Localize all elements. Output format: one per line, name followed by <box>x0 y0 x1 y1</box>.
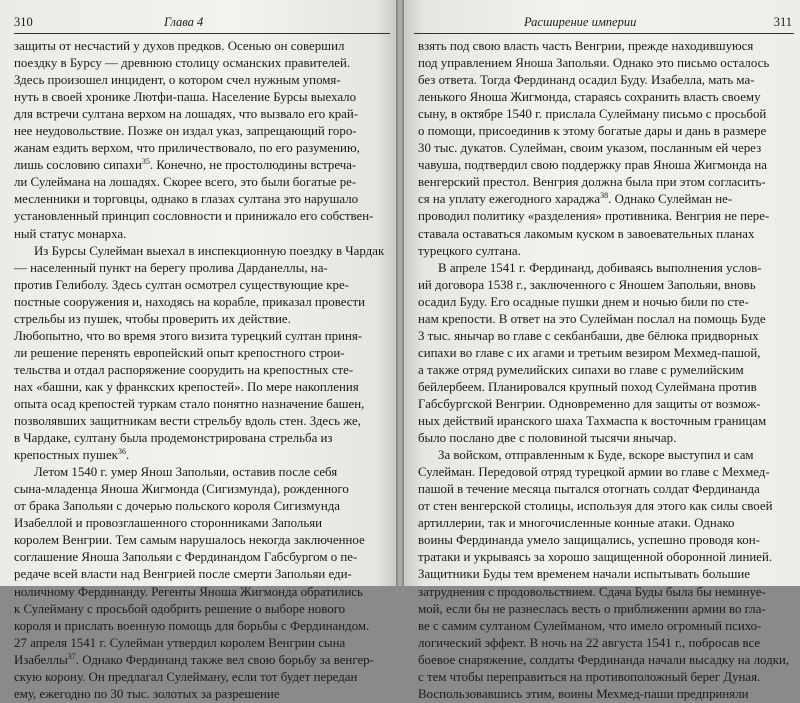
text-line <box>14 328 384 345</box>
text-line <box>418 464 792 481</box>
right-page-body <box>418 38 792 703</box>
text-line <box>14 72 384 89</box>
left-page-number: 310 <box>14 15 33 29</box>
line-text: ся на уплату ежегодного хараджа <box>418 192 601 207</box>
line-text: ный статус монарха. <box>14 226 127 241</box>
text-line <box>418 601 792 618</box>
line-text: логический эффект. В ночь на 22 августа 1541 г., побросав все <box>418 635 761 650</box>
text-line <box>14 652 384 669</box>
line-text: сыну, в октябре 1540 г. прислала Сулейману письмо с просьбой <box>418 107 767 122</box>
text-line <box>418 140 792 157</box>
text-line <box>14 226 384 243</box>
line-text: венгерский престол. Венгрия должна была при этом согласить- <box>418 175 766 190</box>
text-line <box>14 157 384 174</box>
line-text: защиты от несчастий у духов предков. Осенью он совершил <box>14 39 345 53</box>
text-line <box>418 515 792 532</box>
text-line <box>418 260 792 277</box>
line-text: скую корону. Он предлагал Сулейману, если тот будет передан <box>14 669 358 684</box>
text-line <box>14 396 384 413</box>
line-text: боевое снаряжение, солдаты Фердинанда начали высадку на лодки, <box>418 652 790 667</box>
line-text: для встречи султана верхом на лошадях, что вызвало его край- <box>14 107 359 122</box>
left-header-rule <box>14 33 390 34</box>
text-line <box>14 532 384 549</box>
line-text: тратаки и укрываясь за хорошо защищенной оборонной линией. <box>418 550 773 565</box>
line-text: сипахи во главе с их агами и третьим везиром Мехмед-пашой, <box>418 345 761 360</box>
line-text-continued: . Однако Фердинанд также вел свою борьбу за венгер- <box>75 652 374 667</box>
line-text: бейлербеем. Планировался крупный поход Сулеймана против <box>418 379 757 394</box>
line-text: крепостных пушек <box>14 448 118 463</box>
line-text: от стен венгерской столицы, используя для этого как силы своей <box>418 499 773 514</box>
footnote-marker: 37 <box>67 651 76 661</box>
line-text: ли решение перенять европейский опыт крепостного строи- <box>14 345 345 360</box>
line-text: а также отряд румелийских сипахи во главе с румелийским <box>418 362 744 377</box>
line-text: воины Фердинанда умело защищались, успешно проводя кон- <box>418 533 760 548</box>
line-text: ных действий иранского шаха Тахмаспа к восточным границам <box>418 414 767 429</box>
text-line <box>418 362 792 379</box>
line-text: артиллерии, так и многочисленные конные атаки. Однако <box>418 516 735 531</box>
text-line <box>14 447 384 464</box>
line-text: Летом 1540 г. умер Янош Запольяи, оставив после себя <box>34 465 338 480</box>
text-line <box>418 566 792 583</box>
line-text: ноличному Фердинанду. Регенты Яноша Жигмонда обратились <box>14 584 363 599</box>
line-text: пашой в течение месяца пытался отогнать солдат Фердинанда <box>418 482 760 497</box>
text-line <box>418 123 792 140</box>
line-text: опыта осад крепостей туркам стало понятно назначение башен, <box>14 396 365 411</box>
text-line <box>14 464 384 481</box>
line-text: Любопытно, что во время этого визита турецкий султан приня- <box>14 328 363 343</box>
line-text: нам крепости. В ответ на это Сулейман послал на помощь Буде <box>418 311 766 326</box>
text-line <box>418 686 792 703</box>
text-line <box>14 277 384 294</box>
book-gutter <box>396 0 404 586</box>
line-text: стрельбы из пушек, чтобы проверить их действие. <box>14 311 291 326</box>
text-line <box>418 430 792 447</box>
text-line <box>14 345 384 362</box>
line-text: нах «башни, как у франкских крепостей». По мере накопления <box>14 379 359 394</box>
line-text: Изабеллы <box>14 652 68 667</box>
line-text: было послано две с половиной тысячи янычар. <box>418 431 677 446</box>
text-line <box>418 328 792 345</box>
text-line <box>418 396 792 413</box>
text-line <box>418 413 792 430</box>
text-line <box>14 515 384 532</box>
footnote-marker: 38 <box>600 191 609 201</box>
line-text: с тем чтобы переправиться на противоположный берег Дуная. <box>418 669 761 684</box>
line-text: 30 тыс. дукатов. Сулейман, своим указом, посланным ей через <box>418 141 762 156</box>
line-text: осадил Буду. Его осадные пушки днем и ночью били по сте- <box>418 294 749 309</box>
line-text: от брака Запольяи с дочерью польского короля Сигизмунда <box>14 499 341 514</box>
line-text: в Чардаке, султану была продемонстрирована стрельба из <box>14 431 333 446</box>
text-line <box>418 669 792 686</box>
line-text: нее неудовольствие. Позже он издал указ, запрещающий горо- <box>14 124 357 139</box>
line-text: под управлением Яноша Запольяи. Однако это письмо осталось <box>418 56 770 71</box>
line-text: ленького Яноша Жигмонда, стараясь сохранить власть своему <box>418 90 761 105</box>
line-text: Габсбургской Венгрии. Одновременно для защиты от возмож- <box>418 396 761 411</box>
footnote-marker: 36 <box>117 447 126 457</box>
text-line <box>418 72 792 89</box>
text-line <box>418 532 792 549</box>
line-text: — населенный пункт на берегу пролива Дарданеллы, на- <box>14 260 328 275</box>
right-page <box>404 0 800 701</box>
line-text: взять под свою власть часть Венгрии, прежде находившуюся <box>418 39 754 53</box>
right-running-head: Расширение империи <box>524 15 637 29</box>
footnote-marker: 35 <box>141 157 150 167</box>
text-line <box>14 601 384 618</box>
line-text: ему, ежегодно по 30 тыс. золотых за разрешение <box>14 686 280 701</box>
text-line <box>14 379 384 396</box>
line-text: к Сулейману с просьбой одобрить решение о выборе нового <box>14 601 346 616</box>
text-line <box>418 498 792 515</box>
line-text: нуть в своей хронике Лютфи-паша. Население Бурсы выехало <box>14 90 357 105</box>
line-text-continued: . Конечно, не простолюдины встреча- <box>149 158 357 173</box>
line-text: ставала оставаться лакомым куском в завоевательных планах <box>418 226 755 241</box>
line-text: без ответа. Тогда Фердинанд осадил Буду. Изабелла, мать ма- <box>418 73 755 88</box>
text-line <box>14 584 384 601</box>
text-line <box>418 618 792 635</box>
text-line <box>14 106 384 123</box>
text-line <box>14 498 384 515</box>
right-page-header <box>414 14 792 30</box>
line-text: против Гелиболу. Здесь султан осмотрел существующие кре- <box>14 277 349 292</box>
text-line <box>14 669 384 686</box>
text-line <box>14 294 384 311</box>
line-text: ий договора 1538 г., заключенного с Яношем Запольяи, вновь <box>418 277 756 292</box>
text-line <box>14 260 384 277</box>
text-line <box>14 208 384 225</box>
line-text: позволявших защитникам вести стрельбу вдоль стен. Здесь же, <box>14 414 361 429</box>
text-line <box>418 481 792 498</box>
text-line <box>14 430 384 447</box>
line-text: Сулейман. Передовой отряд турецкой армии во главе с Мехмед- <box>418 465 770 480</box>
text-line <box>418 584 792 601</box>
line-text: жанам ездить верхом, что приличествовало, по его разумению, <box>14 141 360 156</box>
text-line <box>14 635 384 652</box>
line-text: тельства и отдал распоряжение соорудить на крепостных сте- <box>14 362 354 377</box>
text-line <box>418 226 792 243</box>
line-text: проводил политику «разделения» противника. Венгрия не пере- <box>418 209 770 224</box>
text-line <box>418 89 792 106</box>
line-text: чавуша, подтвердил свою поддержку прав Яноша Жигмонда на <box>418 158 767 173</box>
line-text: редаче всей власти над Венгрией после смерти Запольяи еди- <box>14 567 352 582</box>
text-line <box>14 362 384 379</box>
text-line <box>14 174 384 191</box>
line-text-continued: . <box>125 448 130 463</box>
text-line <box>418 277 792 294</box>
text-line <box>14 38 384 55</box>
text-line <box>418 311 792 328</box>
line-text: 27 апреля 1541 г. Сулейман утвердил королем Венгрии сына <box>14 635 346 650</box>
line-text: лишь сословию сипахи <box>14 158 142 173</box>
text-line <box>418 447 792 464</box>
right-header-rule <box>414 33 794 34</box>
text-line <box>418 106 792 123</box>
text-line <box>418 157 792 174</box>
line-text: ли Сулеймана на лошадях. Скорее всего, это были богатые ре- <box>14 175 357 190</box>
line-text: ве с самим султаном Сулейманом, что имело огромный психо- <box>418 618 762 633</box>
text-line <box>14 549 384 566</box>
text-line <box>14 243 384 260</box>
line-text: поездку в Бурсу — древнюю столицу османских правителей. <box>14 56 351 71</box>
line-text: В апреле 1541 г. Фердинанд, добиваясь выполнения услов- <box>438 260 762 275</box>
line-text: За войском, отправленным к Буде, вскоре выступил и сам <box>438 448 754 463</box>
line-text: короля и прислать военную помощь для борьбы с Фердинандом. <box>14 618 370 633</box>
text-line <box>418 549 792 566</box>
text-line <box>418 55 792 72</box>
line-text: сына-младенца Яноша Жигмонда (Сигизмунда), рожденного <box>14 482 349 497</box>
left-page-body <box>14 38 384 703</box>
text-line <box>418 294 792 311</box>
line-text: о помощи, присоединив к этому богатые дары и дань в размере <box>418 124 767 139</box>
line-text: Изабеллой и провозглашенного сторонниками Запольяи <box>14 516 323 531</box>
text-line <box>14 123 384 140</box>
text-line <box>418 652 792 669</box>
text-line <box>14 566 384 583</box>
left-running-head: Глава 4 <box>164 15 204 29</box>
text-line <box>418 379 792 396</box>
line-text: мой, если бы не разнеслась весть о приближении армии во гла- <box>418 601 766 616</box>
text-line <box>14 89 384 106</box>
text-line <box>418 38 792 55</box>
text-line <box>14 618 384 635</box>
text-line <box>14 140 384 157</box>
line-text: постные сооружения и, находясь на корабле, приказал провести <box>14 294 366 309</box>
line-text: турецкого султана. <box>418 243 521 258</box>
line-text: 3 тыс. янычар во главе с секбанбаши, две бёлюка придворных <box>418 328 759 343</box>
text-line <box>418 635 792 652</box>
line-text: королем Венгрии. Тем самым нарушалось некогда заключенное <box>14 533 365 548</box>
left-page <box>0 0 396 701</box>
line-text: Защитники Буды тем временем начали испытывать большие <box>418 567 751 582</box>
text-line <box>418 191 792 208</box>
left-page-header <box>14 14 390 30</box>
right-page-number: 311 <box>773 15 792 29</box>
line-text: месленники и торговцы, однако в глазах султана это нарушало <box>14 192 359 207</box>
line-text: соглашение Яноша Запольяи с Фердинандом Габсбургом о пе- <box>14 550 358 565</box>
text-line <box>418 174 792 191</box>
text-line <box>418 243 792 260</box>
line-text-continued: . Однако Сулейман не- <box>608 192 733 207</box>
line-text: установленный принцип сословности и принижало его собствен- <box>14 209 374 224</box>
text-line <box>418 208 792 225</box>
text-line <box>14 481 384 498</box>
line-text: Из Бурсы Сулейман выехал в инспекционную поездку в Чардак <box>34 243 385 258</box>
text-line <box>14 413 384 430</box>
text-line <box>14 311 384 328</box>
text-line <box>14 55 384 72</box>
text-line <box>418 345 792 362</box>
text-line <box>14 686 384 703</box>
line-text: Воспользовавшись этим, воины Мехмед-паши предприняли <box>418 686 749 701</box>
line-text: Здесь произошел инцидент, о котором счел нужным упомя- <box>14 73 341 88</box>
text-line <box>14 191 384 208</box>
line-text: затруднения с продовольствием. Сдача Буды была бы неминуе- <box>418 584 766 599</box>
